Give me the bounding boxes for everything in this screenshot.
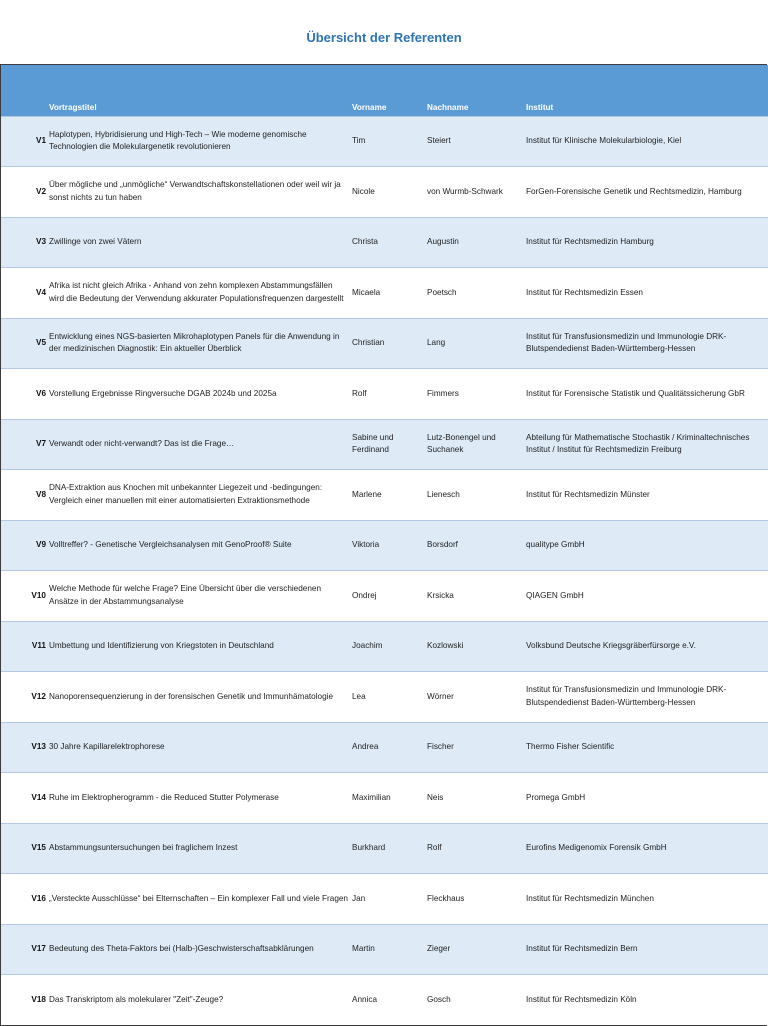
talk-title: Afrika ist nicht gleich Afrika - Anhand von zehn komplexen Abstammungsfällen wird die Bedeutung der Verwendung akkurater Populationsfrequenzen dargestellt xyxy=(49,281,344,303)
speaker-institute: Thermo Fisher Scientific xyxy=(526,742,615,751)
talk-number: V12 xyxy=(31,691,46,701)
talk-number: V2 xyxy=(35,186,46,196)
table-row xyxy=(1,621,768,672)
speaker-institute: Institut für Rechtsmedizin Essen xyxy=(526,287,643,297)
speaker-institute: Institut für Transfusionsmedizin und Immunologie DRK-Blutspendedienst Baden-Württemberg-Hessen xyxy=(526,331,727,354)
table-row xyxy=(1,773,768,824)
table-row xyxy=(1,470,768,521)
table-row xyxy=(1,672,768,723)
talk-title: Welche Methode für welche Frage? Eine Übersicht über die verschiedenen Ansätze in der Abstammungsanalyse xyxy=(49,584,322,606)
speaker-institute: ForGen-Forensische Genetik und Rechtsmedizin, Hamburg xyxy=(526,186,742,196)
speaker-institute: Promega GmbH xyxy=(526,792,586,802)
speaker-lastname: Kozlowski xyxy=(427,641,464,650)
talk-title: Bedeutung des Theta-Faktors bei (Halb-)Geschwisterschaftsabklärungen xyxy=(49,944,314,953)
page-title: Übersicht der Referenten xyxy=(306,30,462,45)
speaker-institute: Institut für Rechtsmedizin München xyxy=(526,893,654,903)
speaker-lastname: Borsdorf xyxy=(427,540,458,549)
talk-title: Zwillinge von zwei Vätern xyxy=(49,237,142,246)
talk-number: V4 xyxy=(35,287,46,297)
table-body xyxy=(1,116,768,1025)
table-row xyxy=(1,318,768,369)
talk-title: Nanoporensequenzierung in der forensischen Genetik und Immunhämatologie xyxy=(49,691,334,701)
speaker-institute: Abteilung für Mathematische Stochastik / Kriminaltechnisches Institut / Institut für Rechtsmedizin Freiburg xyxy=(526,432,750,455)
speaker-firstname: Martin xyxy=(352,944,375,953)
speaker-lastname: von Wurmb-Schwark xyxy=(427,186,503,196)
speaker-firstname: Ondrej xyxy=(352,590,377,600)
speakers-table xyxy=(0,64,767,1026)
speaker-lastname: Rolf xyxy=(427,843,442,852)
talk-number: V10 xyxy=(31,590,46,600)
talk-number: V14 xyxy=(31,792,46,802)
talk-number: V7 xyxy=(35,439,46,448)
table-row xyxy=(1,116,768,167)
speaker-institute: qualitype GmbH xyxy=(526,540,585,549)
talk-title: Haplotypen, Hybridisierung und High-Tech – Wie moderne genomische Technologien die Molekulargenetik revolutionieren xyxy=(49,129,307,152)
talk-number: V9 xyxy=(35,540,46,549)
table-row xyxy=(1,520,768,571)
talk-title: Vorstellung Ergebnisse Ringversuche DGAB 2024b und 2025a xyxy=(49,388,277,398)
speaker-lastname: Wörner xyxy=(427,691,454,701)
speaker-firstname: Andrea xyxy=(352,742,379,751)
speaker-firstname: Lea xyxy=(352,691,366,701)
table-row xyxy=(1,722,768,773)
speaker-lastname: Poetsch xyxy=(427,287,457,297)
speaker-lastname: Steiert xyxy=(427,136,451,145)
speaker-lastname: Lienesch xyxy=(427,489,460,499)
speaker-institute: Institut für Klinische Molekularbiologie, Kiel xyxy=(526,136,682,145)
header-number xyxy=(1,65,49,116)
speaker-lastname: Fischer xyxy=(427,742,454,751)
table-header-row xyxy=(1,65,768,116)
speaker-firstname: Maximilian xyxy=(352,792,391,802)
speaker-lastname: Krsicka xyxy=(427,590,454,600)
speaker-lastname: Neis xyxy=(427,792,444,802)
speaker-firstname: Micaela xyxy=(352,287,381,297)
talk-number: V16 xyxy=(31,893,46,903)
speaker-firstname: Burkhard xyxy=(352,843,386,852)
talk-number: V5 xyxy=(35,338,46,347)
speaker-lastname: Fimmers xyxy=(427,388,459,398)
speaker-firstname: Marlene xyxy=(352,489,382,499)
table-row xyxy=(1,419,768,470)
speaker-firstname: Tim xyxy=(352,136,366,145)
speaker-firstname: Christian xyxy=(352,338,385,347)
talk-title: Verwandt oder nicht-verwandt? Das ist die Frage… xyxy=(49,439,235,448)
speaker-firstname: Jan xyxy=(352,893,366,903)
talk-title: Abstammungsuntersuchungen bei fraglichem Inzest xyxy=(49,843,238,852)
speaker-institute: Institut für Rechtsmedizin Hamburg xyxy=(526,237,654,246)
header-lastname: Nachname xyxy=(427,102,469,112)
talk-number: V17 xyxy=(31,944,46,953)
talk-number: V11 xyxy=(31,641,46,650)
talk-number: V8 xyxy=(35,489,46,499)
speaker-firstname: Nicole xyxy=(352,186,375,196)
table-row xyxy=(1,268,768,319)
header-title: Vortragstitel xyxy=(49,102,97,112)
table-row xyxy=(1,217,768,268)
talk-number: V6 xyxy=(35,388,46,398)
talk-number: V18 xyxy=(31,994,46,1004)
speaker-institute: Institut für Transfusionsmedizin und Immunologie DRK-Blutspendedienst Baden-Württemberg-Hessen xyxy=(526,685,727,707)
speaker-lastname: Lang xyxy=(427,338,446,347)
table-row xyxy=(1,874,768,925)
table-row xyxy=(1,571,768,622)
header-institute: Institut xyxy=(526,102,554,112)
speaker-lastname: Fleckhaus xyxy=(427,893,465,903)
speaker-firstname: Christa xyxy=(352,237,378,246)
talk-number: V3 xyxy=(35,237,46,246)
header-firstname: Vorname xyxy=(352,102,387,112)
talk-title: Umbettung und Identifizierung von Kriegstoten in Deutschland xyxy=(49,641,274,650)
speaker-firstname: Joachim xyxy=(352,641,383,650)
speaker-lastname: Augustin xyxy=(427,237,459,246)
table-row xyxy=(1,823,768,874)
speaker-institute: Institut für Rechtsmedizin Bern xyxy=(526,944,638,953)
talk-number: V15 xyxy=(31,843,46,852)
talk-title: Ruhe im Elektropherogramm - die Reduced Stutter Polymerase xyxy=(49,792,279,802)
talk-title: Über mögliche und „unmögliche“ Verwandtschaftskonstellationen oder weil wir ja sonst nichts zu tun haben xyxy=(49,180,341,202)
speaker-lastname: Gosch xyxy=(427,994,451,1004)
talk-title: Das Transkriptom als molekularer "Zeit"-Zeuge? xyxy=(49,994,224,1004)
speaker-firstname: Sabine und Ferdinand xyxy=(352,432,394,455)
speaker-firstname: Rolf xyxy=(352,388,367,398)
speaker-institute: Eurofins Medigenomix Forensik GmbH xyxy=(526,843,667,852)
speaker-institute: Volksbund Deutsche Kriegsgräberfürsorge e.V. xyxy=(526,641,696,650)
talk-title: „Versteckte Ausschlüsse“ bei Elternschaften – Ein komplexer Fall und viele Fragen xyxy=(49,893,348,903)
speaker-firstname: Annica xyxy=(352,994,378,1004)
speaker-institute: Institut für Forensische Statistik und Qualitätssicherung GbR xyxy=(526,388,745,398)
talk-number: V1 xyxy=(35,136,46,145)
table-row xyxy=(1,975,768,1026)
table-row xyxy=(1,924,768,975)
talk-title: Volltreffer? - Genetische Vergleichsanalysen mit GenoProof® Suite xyxy=(49,540,292,549)
table-row xyxy=(1,167,768,218)
talk-title: 30 Jahre Kapillarelektrophorese xyxy=(49,742,165,751)
talk-number: V13 xyxy=(31,742,46,751)
speaker-institute: Institut für Rechtsmedizin Münster xyxy=(526,489,650,499)
table-row xyxy=(1,369,768,420)
speaker-lastname: Zieger xyxy=(427,944,451,953)
speaker-lastname: Lutz-Bonengel und Suchanek xyxy=(427,432,496,455)
talk-title: Entwicklung eines NGS-basierten Mikrohaplotypen Panels für die Anwendung in der medizinischen Diagnostik: Ein aktueller Überblick xyxy=(49,331,340,354)
speaker-institute: QIAGEN GmbH xyxy=(526,590,584,600)
talk-title: DNA-Extraktion aus Knochen mit unbekannter Liegezeit und -bedingungen: Vergleich einer manuellen mit einer automatisierten Extraktionsmethode xyxy=(49,483,323,505)
speaker-institute: Institut für Rechtsmedizin Köln xyxy=(526,994,637,1004)
speaker-firstname: Viktoria xyxy=(352,540,380,549)
